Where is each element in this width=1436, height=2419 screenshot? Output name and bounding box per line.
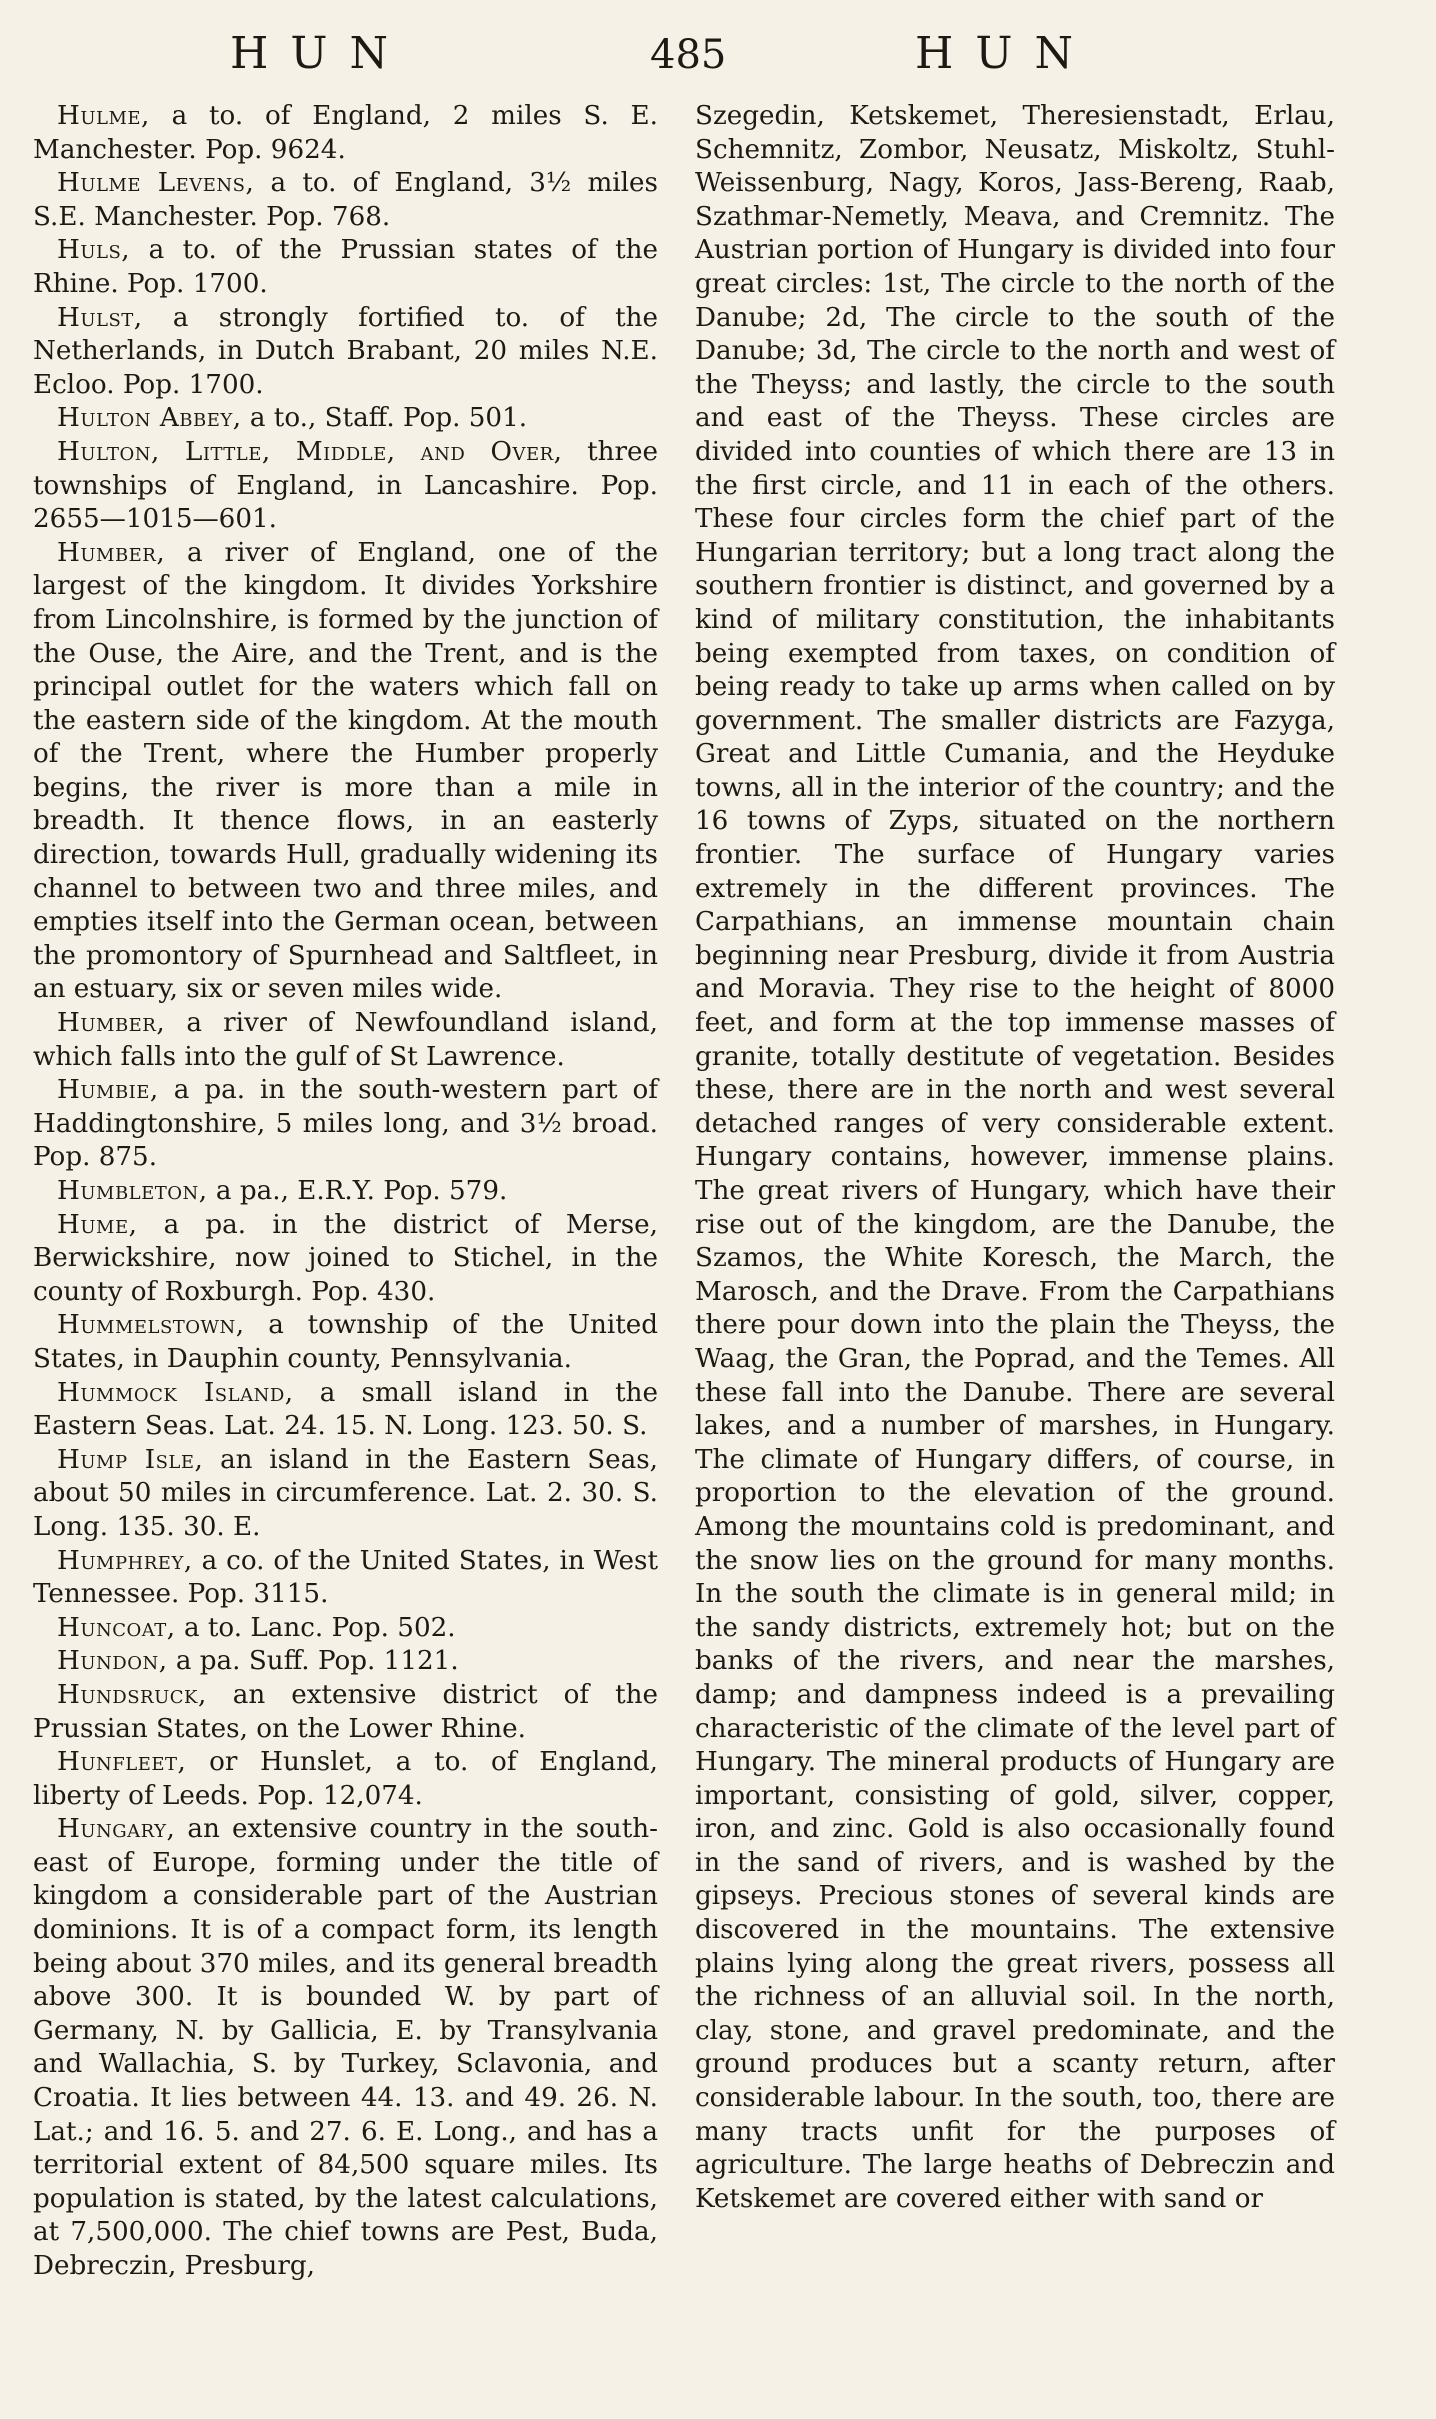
entry-text: an extensive district of the Prussian States, on the Lower Rhine. xyxy=(33,1679,658,1744)
entry xyxy=(33,1209,658,1310)
entry-text: a to. of England, 3½ miles S.E. Manchester. Pop. 768. xyxy=(33,168,658,232)
left-column xyxy=(33,100,658,2284)
entry xyxy=(33,234,658,301)
entry-text: a pa. in the district of Merse, Berwickshire, now joined to Stichel, in the county of Roxburgh. Pop. 430. xyxy=(33,1209,658,1307)
entry-text: or Hunslet, a to. of England, liberty of Leeds. Pop. 12,074. xyxy=(33,1747,658,1811)
entry xyxy=(33,302,658,403)
entry-headword: Hulton, Little, Middle, and Over, xyxy=(57,436,563,467)
entry xyxy=(33,537,658,1007)
entry xyxy=(33,1813,658,2283)
entry xyxy=(33,1007,658,1074)
entry-text: a river of Newfoundland island, which falls into the gulf of St Lawrence. xyxy=(33,1008,658,1072)
entry-headword: Humbie, xyxy=(57,1075,159,1106)
right-column xyxy=(695,100,1335,2216)
entry xyxy=(33,1074,658,1175)
entry xyxy=(33,436,658,537)
entry-headword: Hungary, xyxy=(57,1814,176,1845)
entry-text: a pa., E.R.Y. Pop. 579. xyxy=(207,1176,508,1206)
entry-text: a river of England, one of the largest of the kingdom. It divides Yorkshire from Lincolnshire, is formed by the junction of the Ouse, the Aire, and the Trent, and is the principal outlet for the waters which fall on the eastern side of the kingdom. At the mouth of the Trent, where the Humber properly begins, the river is more than a mile in breadth. It thence flows, in an easterly direction, towards Hull, gradually widening its channel to between two and three miles, and empties itself into the German ocean, between the promontory of Spurnhead and Saltfleet, in an estuary, six or seven miles wide. xyxy=(33,537,658,1005)
entry-headword: Humber, xyxy=(57,1008,166,1039)
entry-headword: Humber, xyxy=(57,537,166,568)
running-header xyxy=(0,28,1436,88)
entry-text: a co. of the United States, in West Tennessee. Pop. 3115. xyxy=(33,1545,658,1610)
entry-headword: Hummelstown, xyxy=(57,1310,245,1341)
entry xyxy=(33,1309,658,1376)
entry-headword: Hulme Levens, xyxy=(57,168,255,199)
entry xyxy=(33,1679,658,1746)
entry-headword: Hundon, xyxy=(57,1646,168,1677)
entry-text: a to., Staff. Pop. 501. xyxy=(241,403,528,434)
entry-headword: Hulme, xyxy=(57,101,150,131)
entry-headword: Hundsruck, xyxy=(57,1679,207,1710)
entry xyxy=(33,1545,658,1612)
entry-text: a to. of England, 2 miles S. E. Manchester. Pop. 9624. xyxy=(33,101,658,165)
entry xyxy=(33,1645,658,1679)
page-number: 485 xyxy=(650,32,727,78)
entry-text: a small island in the Eastern Seas. Lat. 24. 15. N. Long. 123. 50. S. xyxy=(33,1377,658,1442)
entry-headword: Hulton Abbey, xyxy=(57,403,242,434)
entry-headword: Hulst, xyxy=(57,302,143,333)
entry-text: a pa. in the south-western part of Haddingtonshire, 5 miles long, and 3½ broad. Pop. 875. xyxy=(33,1075,658,1173)
entry xyxy=(33,1377,658,1444)
header-left: HUN xyxy=(230,28,410,79)
entry-headword: Huncoat, xyxy=(57,1612,176,1643)
entry xyxy=(33,1444,658,1545)
continued-entry-text: Szegedin, Ketskemet, Theresienstadt, Erlau, Schemnitz, Zombor, Neusatz, Miskoltz, Stuhl-Weissenburg, Nagy, Koros, Jass-Bereng, Raab, Szathmar-Nemetly, Meava, and Cremnitz. The Austrian portion of Hungary is divided into four great circles: 1st, The circle to the north of the Danube; 2d, The circle to the south of the Danube; 3d, The circle to the north and west of the Theyss; and lastly, the circle to the south and east of the Theyss. These circles are divided into counties of which there are 13 in the first circle, and 11 in each of the others. These four circles form the chief part of the Hungarian territory; but a long tract along the southern frontier is distinct, and governed by a kind of military constitution, the inhabitants being exempted from taxes, on condition of being ready to take up arms when called on by government. The smaller districts are Fazyga, Great and Little Cumania, and the Heyduke towns, all in the interior of the country; and the 16 towns of Zyps, situated on the northern frontier. The surface of Hungary varies extremely in the different provinces. The Carpathians, an immense mountain chain beginning near Presburg, divide it from Austria and Moravia. They rise to the height of 8000 feet, and form at the top immense masses of granite, totally destitute of vegetation. Besides these, there are in the north and west several detached ranges of very considerable extent. Hungary contains, however, immense plains. The great rivers of Hungary, which have their rise out of the kingdom, are the Danube, the Szamos, the White Koresch, the March, the Marosch, and the Drave. From the Carpathians there pour down into the plain the Theyss, the Waag, the Gran, the Poprad, and the Temes. All these fall into the Danube. There are several lakes, and a number of marshes, in Hungary. The climate of Hungary differs, of course, in proportion to the elevation of the ground. Among the mountains cold is predominant, and the snow lies on the ground for many months. In the south the climate is in general mild; in the sandy districts, extremely hot; but on the banks of the rivers, and near the marshes, damp; and dampness indeed is a prevailing characteristic of the climate of the level part of Hungary. The mineral products of Hungary are important, consisting of gold, silver, copper, iron, and zinc. Gold is also occasionally found in the sand of rivers, and is washed by the gipseys. Precious stones of several kinds are discovered in the mountains. The extensive plains lying along the great rivers, possess all the richness of an alluvial soil. In the north, clay, stone, and gravel predominate, and the ground produces but a scanty return, after considerable labour. In the south, too, there are many tracts unfit for the purposes of agriculture. The large heaths of Debreczin and Ketskemet are covered either with sand or xyxy=(695,101,1335,2214)
entry-text: a pa. Suff. Pop. 1121. xyxy=(167,1646,459,1677)
entry-text: a to. Lanc. Pop. 502. xyxy=(175,1612,456,1643)
entry-text: a strongly fortified to. of the Netherlands, in Dutch Brabant, 20 miles N.E. Ecloo. Pop. 1700. xyxy=(33,302,658,400)
entry xyxy=(33,1175,658,1209)
entry xyxy=(33,1746,658,1813)
entry xyxy=(33,100,658,167)
entry-headword: Huls, xyxy=(57,235,131,266)
entry xyxy=(33,402,658,436)
entry-text: an island in the Eastern Seas, about 50 miles in circumference. Lat. 2. 30. S. Long. 135. 30. E. xyxy=(33,1444,659,1542)
entry-headword: Hume, xyxy=(57,1209,138,1240)
entry-text: three townships of England, in Lancashire. Pop. 2655—1015—601. xyxy=(33,436,658,535)
entry-headword: Humbleton, xyxy=(57,1176,208,1206)
entry xyxy=(33,167,658,234)
entry-headword: Hunfleet, xyxy=(57,1747,187,1778)
entry-text: an extensive country in the south-east of Europe, forming under the title of kingdom a considerable part of the Austrian dominions. It is of a compact form, its length being about 370 miles, and its general breadth above 300. It is bounded W. by part of Germany, N. by Gallicia, E. by Transylvania and Wallachia, S. by Turkey, Sclavonia, and Croatia. It lies between 44. 13. and 49. 26. N. Lat.; and 16. 5. and 27. 6. E. Long., and has a territorial extent of 84,500 square miles. Its population is stated, by the latest calculations, at 7,500,000. The chief towns are Pest, Buda, Debreczin, Presburg, xyxy=(33,1814,658,2281)
entry-text: a to. of the Prussian states of the Rhine. Pop. 1700. xyxy=(33,235,658,299)
entry-text: a township of the United States, in Dauphin county, Pennsylvania. xyxy=(33,1310,658,1374)
entry xyxy=(33,1612,658,1646)
entry-headword: Humphrey, xyxy=(57,1545,193,1576)
entry-headword: Hump Isle, xyxy=(57,1444,204,1475)
header-right: HUN xyxy=(915,28,1095,79)
entry-headword: Hummock Island, xyxy=(57,1377,294,1408)
